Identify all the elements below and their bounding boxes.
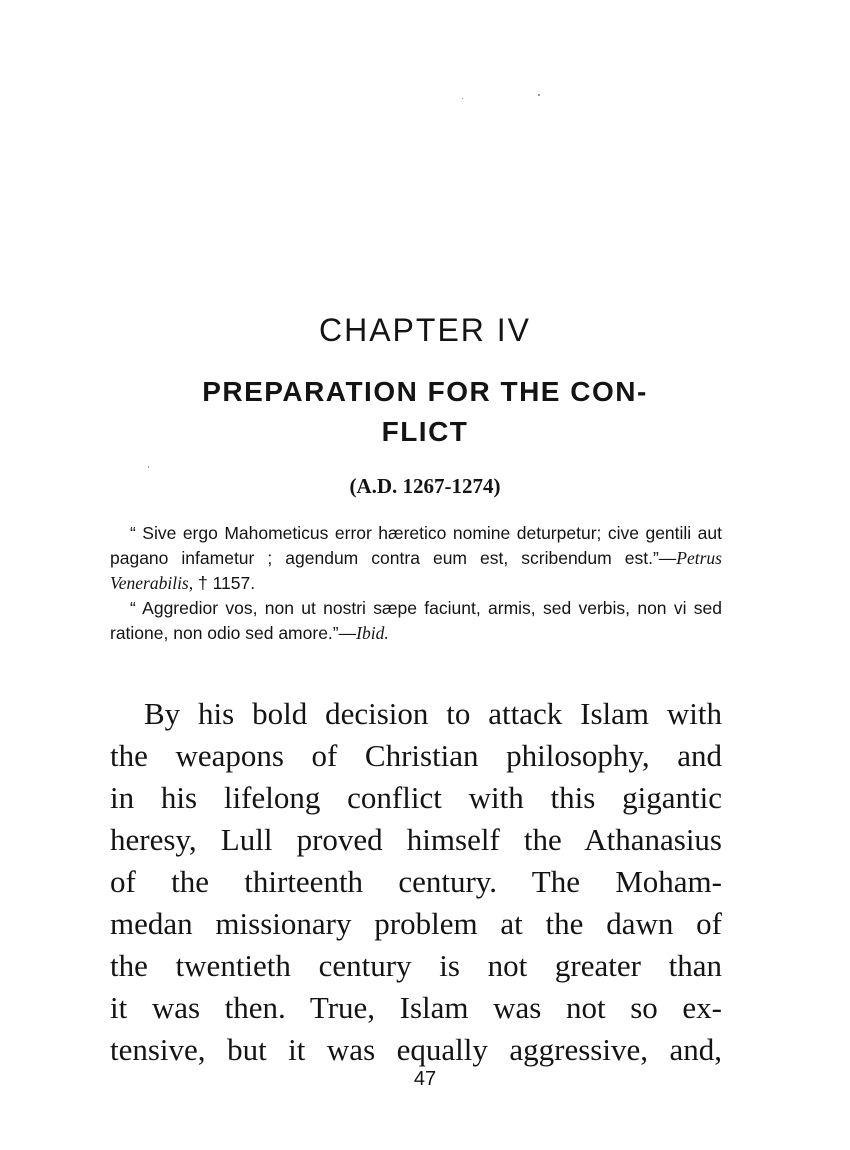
body-line: the weapons of Christian philosophy, and (110, 738, 722, 773)
chapter-dates: (A.D. 1267-1274) (349, 474, 501, 498)
paper-speck (148, 466, 149, 468)
body-line: By his bold decision to attack Islam with (144, 696, 722, 731)
paper-speck (462, 98, 463, 99)
page-number: 47 (413, 1068, 437, 1090)
epigraph-quote (110, 596, 722, 646)
body-line: in his lifelong conflict with this gigantic (110, 780, 722, 815)
epigraph-text: “ Sive ergo Mahometicus error hæretico nomine deturpetur; cive gentili aut pagano infametur ; agendum contra eum est, scribendum est.”— (110, 523, 722, 568)
body-line: heresy, Lull proved himself the Athanasius (110, 822, 722, 857)
paper-speck (538, 94, 540, 96)
chapter-title-line: PREPARATION FOR THE CON- (202, 376, 648, 407)
epigraph-source: Ibid. (356, 623, 389, 643)
body-line: medan missionary problem at the dawn of (110, 906, 722, 941)
body-line: it was then. True, Islam was not so ex- (110, 990, 722, 1025)
body-line: tensive, but it was equally aggressive, and, (110, 1032, 722, 1067)
chapter-title-line: FLICT (381, 416, 469, 447)
body-line: of the thirteenth century. The Moham- (110, 864, 722, 899)
epigraph-source: Petrus Venerabilis, (110, 548, 722, 593)
epigraph-quote (110, 521, 722, 596)
body-paragraph (110, 693, 722, 1071)
chapter-title (120, 372, 730, 452)
epigraph-date: † 1157. (193, 573, 256, 593)
epigraph (110, 521, 722, 646)
body-line: the twentieth century is not greater than (110, 948, 722, 983)
chapter-number: CHAPTER IV (318, 312, 532, 348)
epigraph-text: “ Aggredior vos, non ut nostri sæpe faciunt, armis, sed verbis, non vi sed ratione, non odio sed amore.”— (110, 598, 722, 643)
